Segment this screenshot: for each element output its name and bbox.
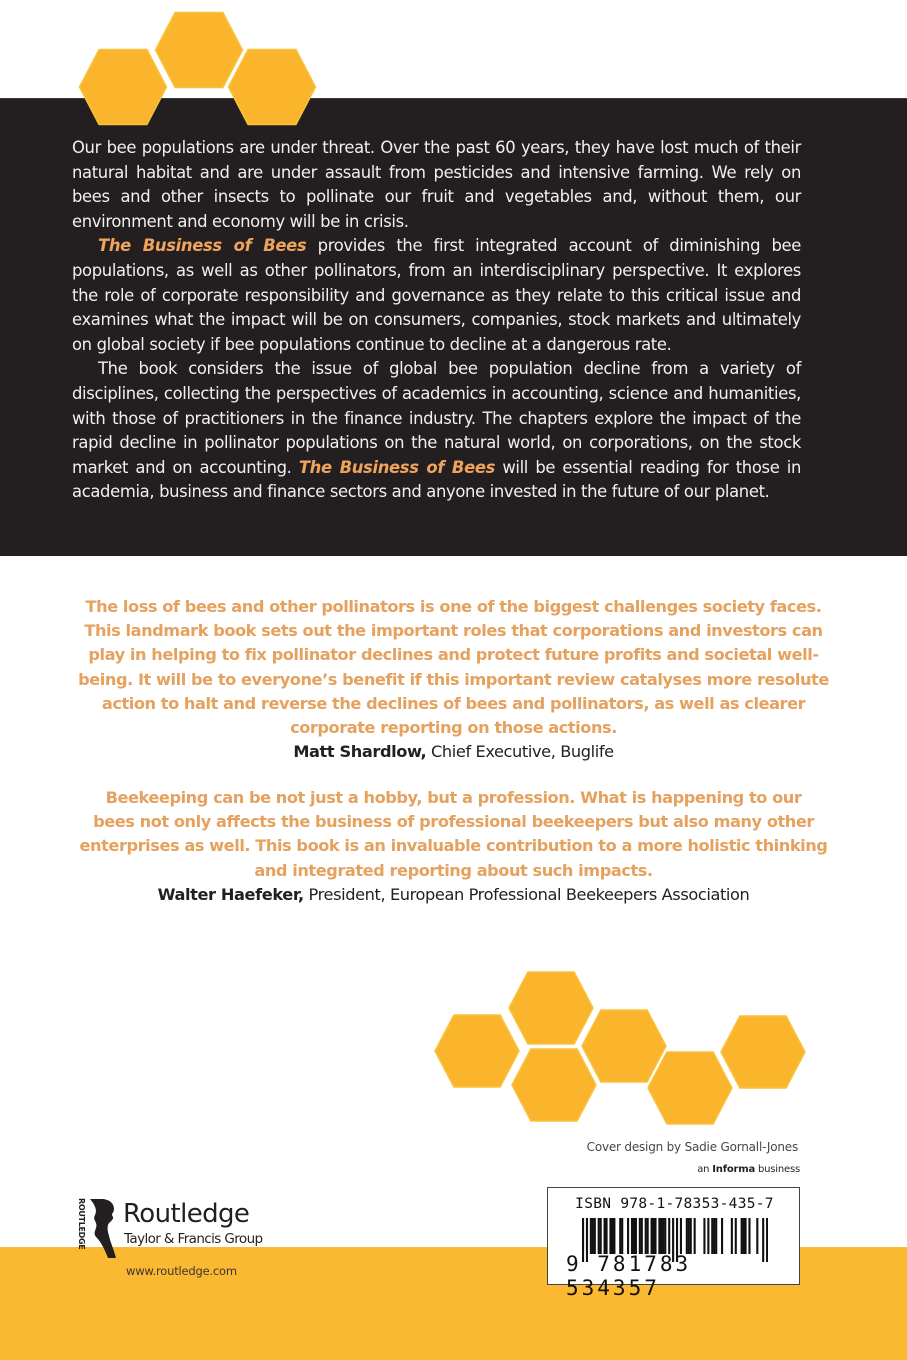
endorsement-line: bees not only affects the business of professional beekeepers but also many other — [93, 812, 814, 832]
ean-digits: 9 781783 534357 — [566, 1252, 692, 1300]
endorsement-shardlow — [60, 595, 847, 764]
blurb-paragraph-3 — [72, 357, 801, 505]
endorsement-line: Beekeeping can be not just a hobby, but a profession. What is happening to our — [105, 788, 802, 807]
endorsement-line: and integrated reporting about such impacts. — [254, 860, 653, 880]
endorsement-line: enterprises as well. This book is an invaluable contribution to a more holistic thinking — [79, 836, 828, 856]
book-title-emphasis: The Business of Bees — [298, 457, 496, 477]
routledge-vertical-mark: ROUTLEDGE — [77, 1198, 86, 1250]
endorsement-line: The loss of bees and other pollinators is one of the biggest challenges society faces. — [85, 597, 822, 616]
isbn-label: ISBN 978-1-78353-435-7 — [575, 1196, 774, 1212]
informa-name: Informa — [712, 1164, 756, 1175]
endorsement-line: play in helping to fix pollinator declines and protect future profits and societal well- — [88, 645, 819, 665]
endorsement-line: corporate reporting on those actions. — [290, 718, 617, 738]
endorsement-attribution — [60, 883, 847, 907]
endorser-role: Chief Executive, Buglife — [426, 742, 614, 762]
book-title-emphasis: The Business of Bees — [98, 236, 307, 256]
isbn-barcode — [547, 1187, 800, 1300]
blurb-paragraph-1: Our bee populations are under threat. Over the past 60 years, they have lost much of their natural habitat and are under assault from pesticides and intensive farming. We rely on bees and other insects to pollinate our fruit and vegetables and, without them, our environment and economy will be in crisis. — [72, 138, 801, 231]
endorser-role: President, European Professional Beekeepers Association — [303, 884, 750, 904]
endorsement-line: This landmark book sets out the important roles that corporations and investors can — [84, 621, 823, 641]
blurb-paragraph-2-text: provides the first integrated account of diminishing bee populations, as well as other pollinators, from an interdisciplinary perspective. It explores the role of corporate responsibility and governance as they relate to this critical issue and examines what the impact will be on consumers, companies, stock markets and ultimately on global society if bee populations continue to decline at a dangerous rate. — [72, 236, 802, 354]
publisher-group: Taylor & Francis Group — [124, 1231, 263, 1247]
informa-business-line — [697, 1164, 800, 1175]
endorsement-line: action to halt and reverse the declines of bees and pollinators, as well as clearer — [101, 693, 806, 713]
routledge-r-profile-icon — [87, 1198, 117, 1260]
endorsement-haefeker — [60, 786, 847, 907]
blurb-paragraph-2 — [72, 234, 801, 357]
bottom-honeycomb-icon — [435, 972, 805, 1124]
back-cover-blurb — [72, 136, 801, 505]
endorser-name: Matt Shardlow, — [293, 742, 427, 762]
informa-suffix: business — [755, 1164, 800, 1175]
cover-design-credit: Cover design by Sadie Gornall-Jones — [586, 1140, 798, 1154]
endorsement-attribution — [60, 740, 847, 764]
informa-prefix: an — [697, 1164, 713, 1175]
endorser-name: Walter Haefeker, — [157, 884, 304, 904]
publisher-url[interactable]: www.routledge.com — [126, 1264, 237, 1278]
publisher-name: Routledge — [123, 1199, 250, 1229]
blurb-paragraph-3-end: will be essential reading for those in academia, business and finance sectors and anyone invested in the future of our planet. — [72, 457, 802, 502]
blurb-paragraph-3-text: The book considers the issue of global bee population decline from a variety of disciplines, collecting the perspectives of academics in accounting, science and humanities, with those of practitioners in the finance industry. The chapters explore the impact of the rapid decline in pollinator populations on the natural world, on corporations, on the stock market and on accounting. — [72, 359, 801, 477]
endorsement-line: being. It will be to everyone’s benefit if this important review catalyses more resolute — [78, 669, 829, 689]
